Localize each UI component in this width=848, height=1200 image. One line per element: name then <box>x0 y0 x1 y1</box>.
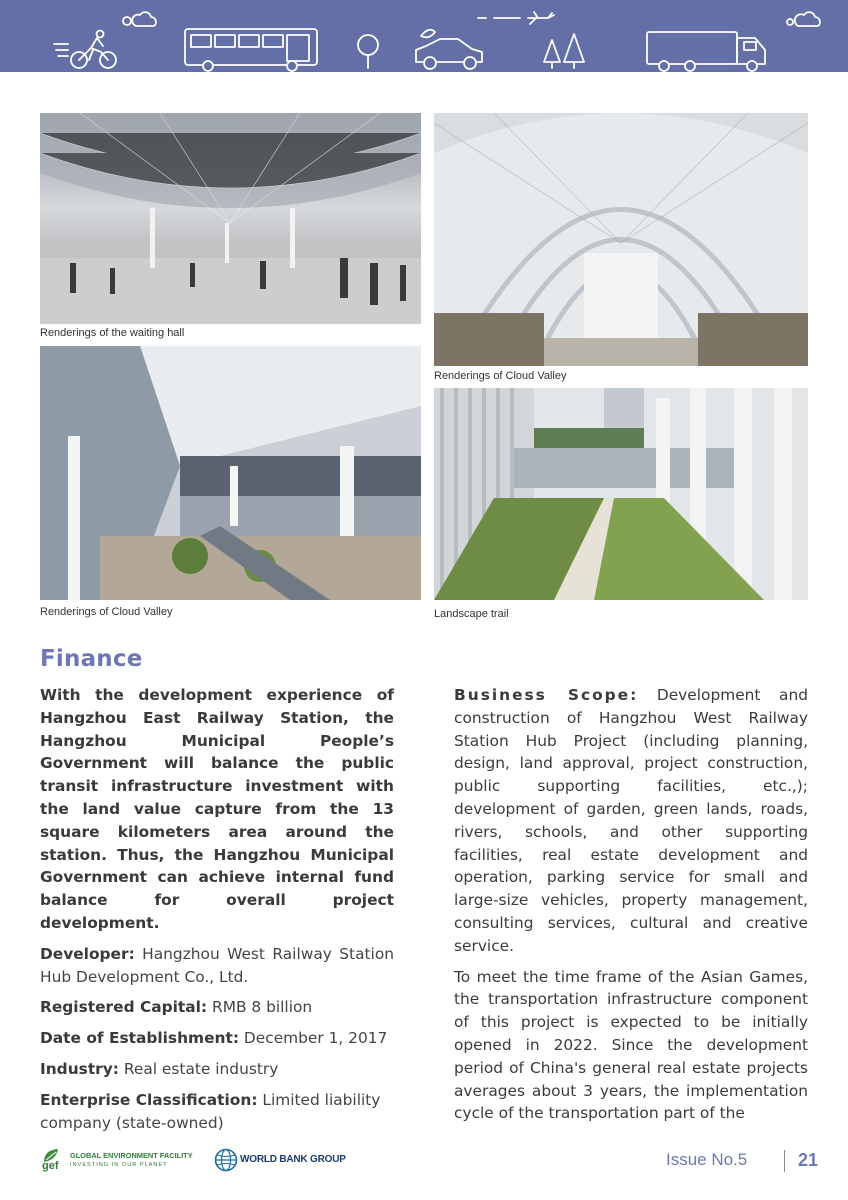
world-bank-text: WORLD BANK GROUP <box>240 1154 346 1165</box>
car-icon <box>416 30 482 69</box>
header-banner <box>0 0 848 72</box>
photo-caption: Renderings of Cloud Valley <box>434 370 567 382</box>
photo-caption: Landscape trail <box>434 608 509 620</box>
issue-number: Issue No.5 <box>666 1150 748 1169</box>
tree-icon <box>358 35 378 68</box>
fact-developer <box>40 943 394 989</box>
gef-logo <box>40 1146 200 1176</box>
landscape-trail-rendering <box>434 388 808 600</box>
fact-industry <box>40 1058 394 1081</box>
cloud-valley-interior-rendering <box>40 346 421 600</box>
photo-caption: Renderings of Cloud Valley <box>40 606 173 618</box>
gef-title: GLOBAL ENVIRONMENT FACILITY <box>70 1151 193 1160</box>
business-scope-text: Development and construction of Hangzhou West Railway Station Hub Project (including planning, design, land approval, project construction, public supporting facilities, etc.,); development of garden, green lands, roads, rivers, schools, and other supporting facilities, real estate development and operation, parking service for small and large-size vehicles, property management, consulting services, cultural and creative service. <box>454 686 808 955</box>
page-number: 21 <box>798 1150 819 1170</box>
fact-value: Limited liability company (state-owned) <box>40 1090 381 1132</box>
cloud-valley-rendering <box>434 113 808 366</box>
truck-icon <box>647 32 765 71</box>
airplane-icon <box>478 12 554 24</box>
lead-paragraph: With the development experience of Hangzhou East Railway Station, the Hangzhou Municipal People’s Government will balance the public transit infrastructure investment with the land value capture from the 13 square kilometers area around the station. Thus, the Hangzhou Municipal Government can achieve internal fund balance for overall project development. <box>40 686 394 932</box>
cloud-icon <box>123 12 156 26</box>
cyclist-icon <box>54 31 116 69</box>
cloud-icon <box>787 12 820 26</box>
fact-label: Enterprise Classification: <box>40 1090 258 1109</box>
fact-label: Registered Capital: <box>40 998 208 1017</box>
fact-enterprise-classification <box>40 1089 394 1135</box>
fact-label: Developer: <box>40 944 135 963</box>
timeline-paragraph: To meet the time frame of the Asian Games, the transportation infrastructure component of this project is expected to be initially opened in 2022. Since the development period of China's general real estate projects averages about 3 years, the implementation cycle of the transportation part of the <box>454 967 808 1123</box>
business-scope-label: Business Scope: <box>454 686 639 704</box>
fact-value: Real estate industry <box>123 1059 279 1078</box>
fact-registered-capital <box>40 996 394 1019</box>
fact-value: December 1, 2017 <box>243 1029 388 1048</box>
photo-caption: Renderings of the waiting hall <box>40 327 185 339</box>
business-scope-paragraph <box>454 684 808 958</box>
fact-value: Hangzhou West Railway Station Hub Development Co., Ltd. <box>40 944 394 986</box>
footer-divider <box>784 1150 785 1172</box>
globe-icon <box>214 1148 238 1172</box>
fact-label: Industry: <box>40 1059 119 1078</box>
right-column <box>454 684 808 1133</box>
gef-tagline: INVESTING IN OUR PLANET <box>70 1162 168 1168</box>
fact-label: Date of Establishment: <box>40 1029 239 1048</box>
bus-icon <box>185 29 317 71</box>
gef-mark-text: gef <box>42 1160 59 1172</box>
fact-value: RMB 8 billion <box>212 998 313 1017</box>
section-title: Finance <box>40 646 143 672</box>
waiting-hall-rendering <box>40 113 421 324</box>
left-column <box>40 684 394 1142</box>
fact-date-of-establishment <box>40 1027 394 1050</box>
pine-trees-icon <box>544 34 584 68</box>
